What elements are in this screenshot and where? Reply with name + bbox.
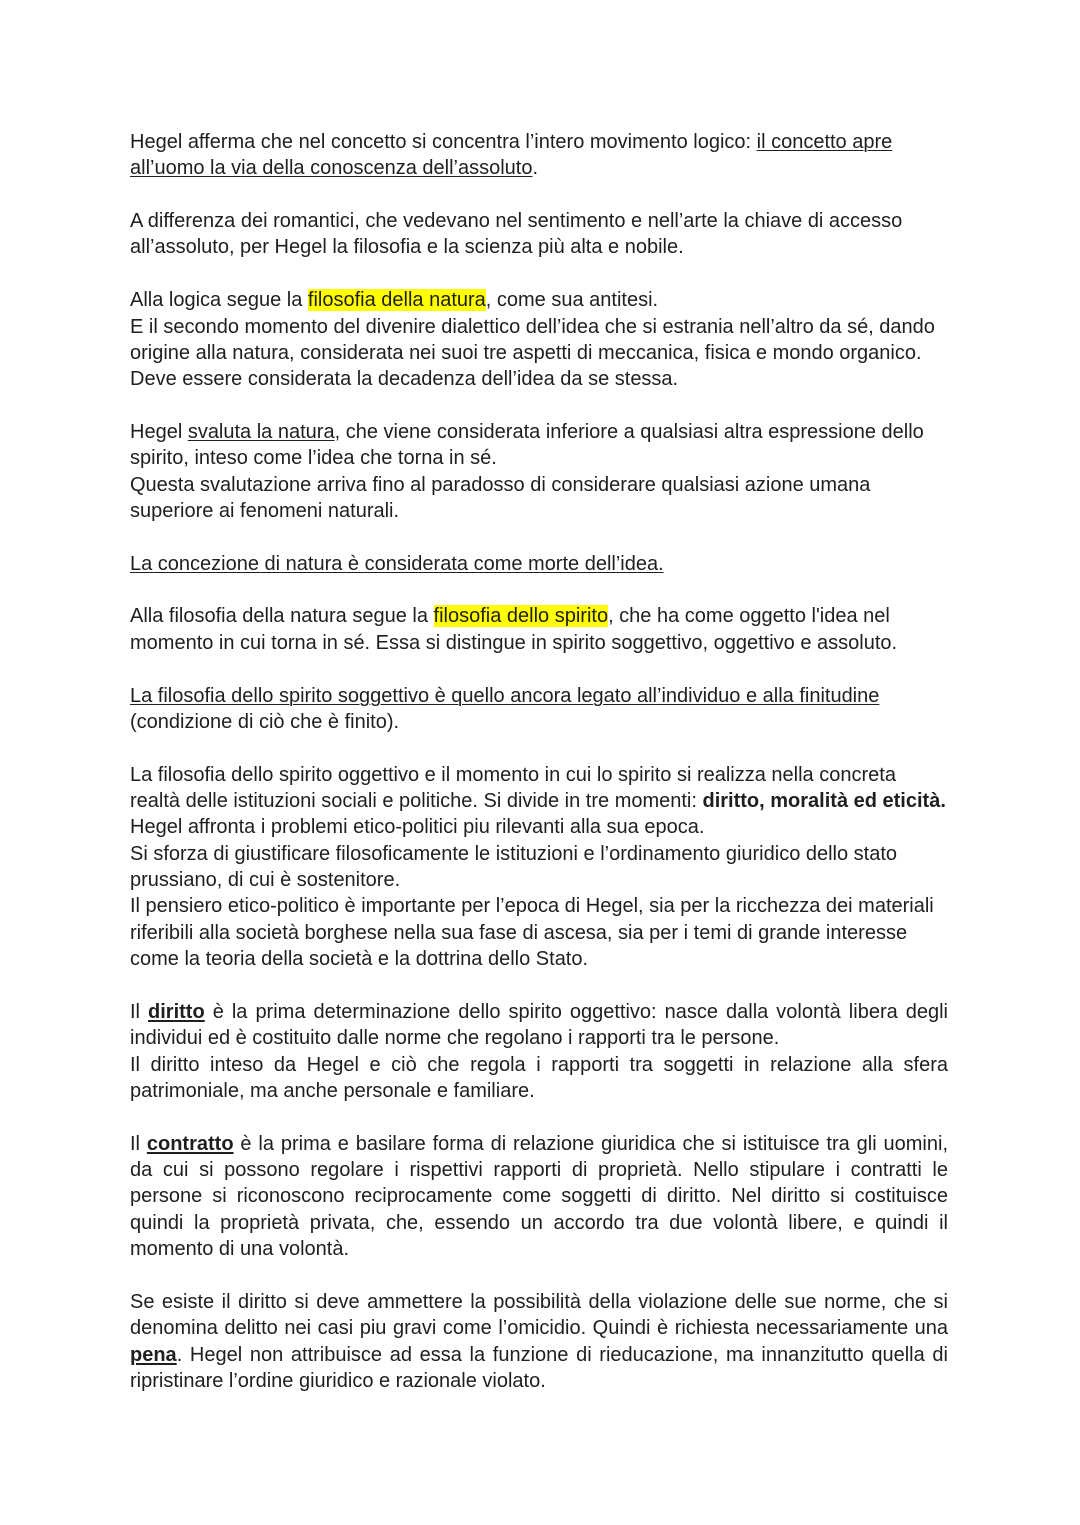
document-body <box>130 129 948 1421</box>
key-term: contratto <box>146 1132 234 1155</box>
text-segment: individui ed è costituito dalle norme che regolano i rapporti tra le persone. <box>130 1027 780 1050</box>
text-segment: realtà delle istituzioni sociali e politiche. Si divide in tre momenti: <box>130 789 703 812</box>
text-line <box>130 1210 948 1236</box>
text-line <box>130 445 948 471</box>
text-segment: spirito, inteso come l’idea che torna in sé. <box>130 447 497 470</box>
text-segment: è la prima e basilare forma di relazione giuridica che si istituisce tra gli uomini, <box>233 1132 948 1155</box>
text-line <box>130 920 948 946</box>
text-line <box>130 472 948 498</box>
text-segment: Hegel afferma che nel concetto si concentra l’intero movimento logico: <box>130 131 757 153</box>
text-line <box>130 155 948 181</box>
text-line <box>130 1368 948 1394</box>
text-segment: Deve essere considerata la decadenza dell’idea da se stessa. <box>130 368 679 391</box>
text-segment: Alla filosofia della natura segue la <box>130 605 434 628</box>
text-segment: da cui si possono regolare i rispettivi rapporti di proprietà. Nello stipulare i contratti le <box>130 1159 948 1182</box>
paragraph <box>130 1289 948 1394</box>
text-segment: patrimoniale, ma anche personale e familiare. <box>130 1079 535 1102</box>
text-line <box>130 867 948 893</box>
highlighted-term: filosofia della natura <box>307 289 486 312</box>
text-line <box>130 788 948 814</box>
text-line <box>130 893 948 919</box>
text-segment: riferibili alla società borghese nella sua fase di ascesa, sia per i temi di grande interesse <box>130 921 908 944</box>
text-segment: A differenza dei romantici, che vedevano nel sentimento e nell’arte la chiave di accesso <box>130 210 903 233</box>
highlighted-term: filosofia dello spirito <box>433 605 609 628</box>
bold-text: diritto, moralità ed eticità. <box>702 789 946 812</box>
text-segment: Se esiste il diritto si deve ammettere la possibilità della violazione delle sue norme, che si <box>130 1290 948 1313</box>
text-segment: all’assoluto, per Hegel la filosofia e la scienza più alta e nobile. <box>130 236 684 259</box>
underlined-text: il concetto apre <box>756 131 893 153</box>
text-segment: momento di una volontà. <box>130 1238 350 1261</box>
paragraph <box>130 683 948 736</box>
text-line <box>130 366 948 392</box>
text-line <box>130 1025 948 1051</box>
underlined-text: La concezione di natura è considerata come morte dell’idea. <box>130 552 664 575</box>
text-line <box>130 1052 948 1078</box>
text-segment: , che ha come oggetto l'idea nel <box>608 605 890 628</box>
text-segment: . <box>532 157 539 180</box>
text-segment: , che viene considerata inferiore a qualsiasi altra espressione dello <box>334 420 924 443</box>
text-line <box>130 287 948 313</box>
text-line <box>130 999 948 1025</box>
text-line <box>130 551 948 577</box>
text-line <box>130 762 948 788</box>
underlined-text: all’uomo la via della conoscenza dell’assoluto <box>130 157 533 180</box>
text-line <box>130 129 948 155</box>
text-segment: Il <box>130 1132 147 1155</box>
paragraph <box>130 551 948 577</box>
text-line <box>130 1315 948 1341</box>
text-line <box>130 419 948 445</box>
text-segment: E il secondo momento del divenire dialettico dell’idea che si estrania nell’altro da sé, dando <box>130 315 935 338</box>
text-segment: Si sforza di giustificare filosoficamente le istituzioni e l’ordinamento giuridico dello stato <box>130 842 898 865</box>
text-segment: Questa svalutazione arriva fino al paradosso di considerare qualsiasi azione umana <box>130 473 871 496</box>
text-line <box>130 1157 948 1183</box>
text-segment: denomina delitto nei casi piu gravi come l’omicidio. Quindi è richiesta necessariamente una <box>130 1317 948 1340</box>
text-line <box>130 234 948 260</box>
text-line <box>130 208 948 234</box>
text-segment: (condizione di ciò che è finito). <box>130 710 400 733</box>
text-line <box>130 1236 948 1262</box>
text-segment: Il <box>130 1000 149 1023</box>
key-term: diritto <box>148 1000 205 1023</box>
paragraph <box>130 208 948 261</box>
text-line <box>130 709 948 735</box>
paragraph <box>130 762 948 973</box>
text-segment: Il pensiero etico-politico è importante per l’epoca di Hegel, sia per la ricchezza dei materiali <box>130 895 934 918</box>
text-segment: ripristinare l’ordine giuridico e razionale violato. <box>130 1369 546 1392</box>
text-line <box>130 1342 948 1368</box>
text-segment: , come sua antitesi. <box>485 289 659 312</box>
text-line <box>130 1183 948 1209</box>
text-line <box>130 946 948 972</box>
text-line <box>130 630 948 656</box>
text-segment: superiore ai fenomeni naturali. <box>130 500 400 523</box>
text-line <box>130 1131 948 1157</box>
text-segment: origine alla natura, considerata nei suoi tre aspetti di meccanica, fisica e mondo organico. <box>130 341 922 364</box>
paragraph <box>130 603 948 656</box>
paragraph <box>130 1131 948 1263</box>
text-line <box>130 603 948 629</box>
text-segment: Hegel affronta i problemi etico-politici piu rilevanti alla sua epoca. <box>130 816 705 839</box>
text-line <box>130 1289 948 1315</box>
paragraph <box>130 999 948 1104</box>
text-segment: Alla logica segue la <box>130 289 308 312</box>
text-segment: prussiano, di cui è sostenitore. <box>130 869 401 892</box>
text-segment: come la teoria della società e la dottrina dello Stato. <box>130 948 589 971</box>
key-term: pena <box>130 1343 177 1366</box>
text-line <box>130 1078 948 1104</box>
text-segment: quindi la proprietà privata, che, essendo un accordo tra due volontà libere, e quindi il <box>130 1211 948 1234</box>
text-segment: è la prima determinazione dello spirito oggettivo: nasce dalla volontà libera degli <box>204 1000 949 1023</box>
text-segment: La filosofia dello spirito oggettivo e il momento in cui lo spirito si realizza nella concreta <box>130 763 896 786</box>
text-line <box>130 683 948 709</box>
text-segment: momento in cui torna in sé. Essa si distingue in spirito soggettivo, oggettivo e assoluto. <box>130 631 898 654</box>
text-line <box>130 498 948 524</box>
paragraph <box>130 129 948 182</box>
paragraph <box>130 287 948 392</box>
paragraph <box>130 419 948 524</box>
text-line <box>130 314 948 340</box>
text-line <box>130 340 948 366</box>
text-segment: persone si riconoscono reciprocamente come soggetti di diritto. Nel diritto si costituisce <box>130 1185 948 1208</box>
underlined-text: La filosofia dello spirito soggettivo è quello ancora legato all’individuo e alla finitudine <box>130 684 880 707</box>
underlined-text: svaluta la natura <box>187 420 335 443</box>
text-segment: . Hegel non attribuisce ad essa la funzione di rieducazione, ma innanzitutto quella di <box>176 1343 948 1366</box>
text-segment: Hegel <box>130 420 188 443</box>
text-line <box>130 841 948 867</box>
text-segment: Il diritto inteso da Hegel e ciò che regola i rapporti tra soggetti in relazione alla sfera <box>130 1053 948 1076</box>
text-line <box>130 814 948 840</box>
